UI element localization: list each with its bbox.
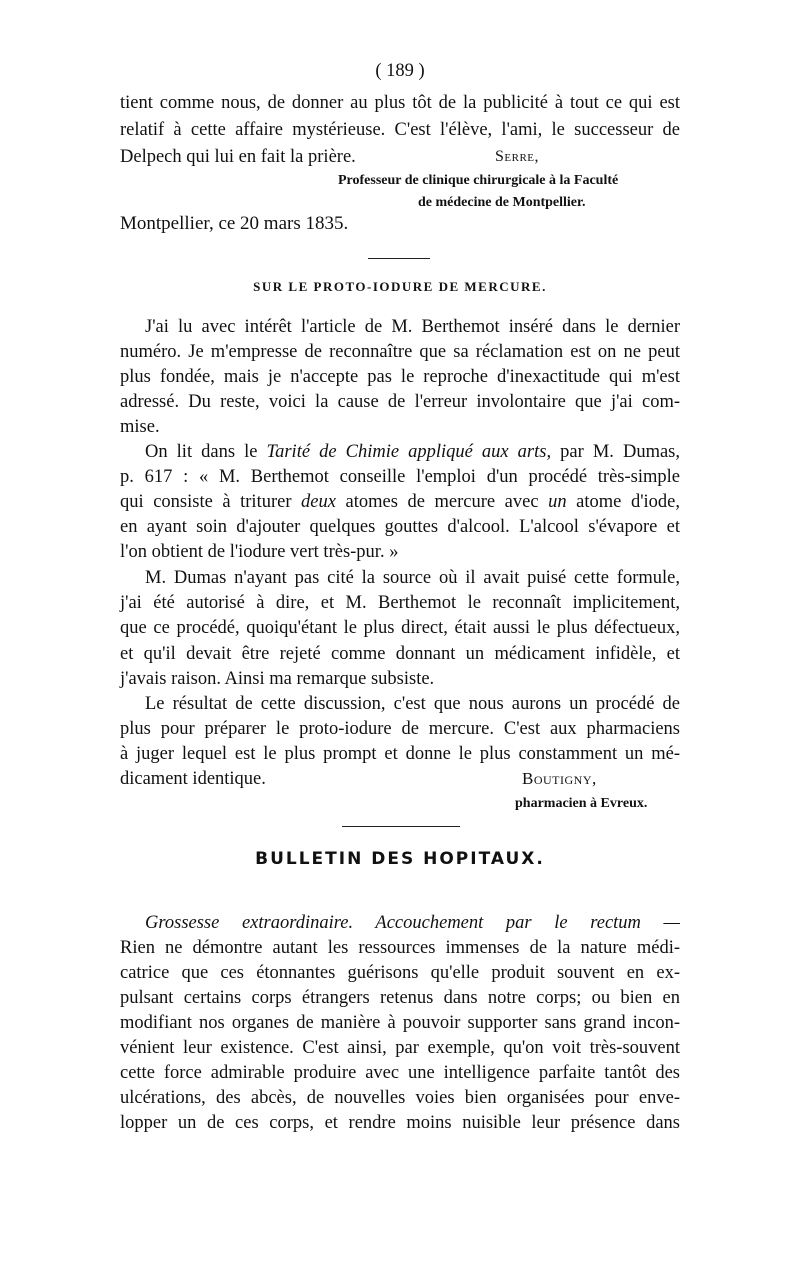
divider <box>342 826 460 827</box>
text-line: que ce procédé, quoiqu'étant le plus direct, était aussi le plus défectueux, <box>120 618 680 638</box>
text-line: plus pour préparer le proto-iodure de mercure. C'est aux pharmaciens <box>120 719 680 739</box>
text-line: lopper un de ces corps, et rendre moins nuisible leur présence dans <box>120 1113 680 1133</box>
text-line: numéro. Je m'empresse de reconnaître que sa réclamation est on ne peut <box>120 342 680 362</box>
text-line: et qu'il devait être rejeté comme donnant un médicament infidèle, et <box>120 644 680 664</box>
text-line: en ayant soin d'ajouter quelques gouttes d'alcool. L'alcool s'évapore et <box>120 517 680 537</box>
signature-title: pharmacien à Evreux. <box>515 796 648 811</box>
section-title: BULLETIN DES HOPITAUX. <box>255 849 545 869</box>
text-line: l'on obtient de l'iodure vert très-pur. » <box>120 542 399 562</box>
text-line: J'ai lu avec intérêt l'article de M. Berthemot inséré dans le dernier <box>145 317 680 337</box>
signature-name: Serre, <box>495 148 540 165</box>
text-line: j'ai été autorisé à dire, et M. Berthemot le reconnaît implicitement, <box>120 593 680 613</box>
article-heading: Grossesse extraordinaire. Accouchement par le rectum — <box>145 913 680 933</box>
text-line: mise. <box>120 417 160 437</box>
text-line: Delpech qui lui en fait la prière. <box>120 147 356 167</box>
text-line: modifiant nos organes de manière à pouvoir supporter sans grand incon- <box>120 1013 680 1033</box>
text-line: relatif à cette affaire mystérieuse. C'est l'élève, l'ami, le successeur de <box>120 120 680 140</box>
text-line: j'avais raison. Ainsi ma remarque subsiste. <box>120 669 435 689</box>
divider <box>368 258 430 259</box>
text-line: M. Dumas n'ayant pas cité la source où il avait puisé cette formule, <box>145 568 680 588</box>
text-line: tient comme nous, de donner au plus tôt de la publicité à tout ce qui est <box>120 93 680 113</box>
text-line: à juger lequel est le plus prompt et donne le plus constamment un mé- <box>120 744 680 764</box>
text-line: dicament identique. <box>120 769 266 789</box>
text-line: pulsant certains corps étrangers retenus dans notre corps; ou bien en <box>120 988 680 1008</box>
text-line: ulcérations, des abcès, de nouvelles voies bien organisées pour enve- <box>120 1088 680 1108</box>
text-line: Le résultat de cette discussion, c'est que nous aurons un procédé de <box>145 694 680 714</box>
text-line: p. 617 : « M. Berthemot conseille l'emploi d'un procédé très-simple <box>120 467 680 487</box>
section-title: SUR LE PROTO-IODURE DE MERCURE. <box>253 279 547 294</box>
page-number: ( 189 ) <box>375 61 425 81</box>
text-line: On lit dans le Tarité de Chimie appliqué aux arts, par M. Dumas, <box>145 442 680 462</box>
text-line: qui consiste à triturer deux atomes de mercure avec un atome d'iode, <box>120 492 681 512</box>
signature-title: Professeur de clinique chirurgicale à la Faculté <box>338 173 619 188</box>
text-line: vénient leur existence. C'est ainsi, par exemple, qu'on voit très-souvent <box>120 1038 680 1058</box>
signature-title: de médecine de Montpellier. <box>418 195 586 210</box>
date-line: Montpellier, ce 20 mars 1835. <box>120 213 349 234</box>
text-line: plus fondée, mais je n'accepte pas le reproche d'inexactitude qui m'est <box>120 367 680 387</box>
text-line: catrice que ces étonnantes guérisons qu'elle produit souvent en ex- <box>120 963 680 983</box>
text-line: adressé. Du reste, voici la cause de l'erreur involontaire que j'ai com- <box>120 392 680 412</box>
text-line: cette force admirable produire avec une intelligence parfaite tantôt des <box>120 1063 680 1083</box>
text-line: Rien ne démontre autant les ressources immenses de la nature médi- <box>120 938 680 958</box>
signature-name: Boutigny, <box>522 769 597 788</box>
